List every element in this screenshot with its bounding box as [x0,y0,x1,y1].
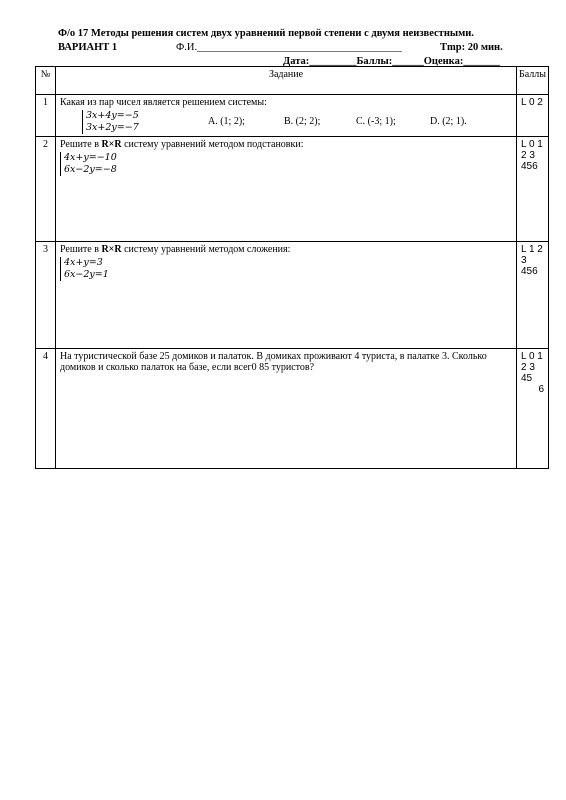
equation-system [60,257,154,281]
table-row [36,137,549,242]
answer-options [208,116,467,127]
score-cell: L 0 1 2 3 45 6 [517,349,549,469]
header-score: Баллы [517,67,549,95]
equation: 6x−2y=1 [64,269,109,280]
header-num: № [36,67,56,95]
equation: 6x−2y=−8 [64,164,117,175]
variant-label: ВАРИАНТ 1 [58,42,118,53]
document-title: Ф/о 17 Методы решения систем двух уравнений первой степени с двумя неизвестными. [58,28,474,39]
equation: 4x+y=3 [64,257,103,268]
answer-option[interactable]: A. (1; 2); [208,115,245,127]
task-number: 1 [36,95,56,137]
answer-option[interactable]: D. (2; 1). [430,115,467,127]
table-header-row [36,67,549,95]
name-field-line: Ф.И._______________________________________ [176,42,402,53]
table-row [36,242,549,349]
task-text: Решите в R×R систему уравнений методом подстановки: [60,139,304,150]
task-number: 2 [36,137,56,242]
task-cell [56,242,517,349]
task-number: 4 [36,349,56,469]
equation: 3x+4y=−5 [86,110,139,121]
score-cell: L 0 2 [517,95,549,137]
equation-system [60,152,154,176]
task-text: На туристической базе 25 домиков и палаток. В домиках проживают 4 туриста, в палатке 3. Сколько домиков и сколько палаток на базе, если всег0 85 туристов? [60,351,487,373]
score-cell: L 1 2 3 456 [517,242,549,349]
task-table [35,66,549,469]
task-cell [56,349,517,469]
task-cell [56,95,517,137]
header-task: Задание [56,67,517,95]
equation-system [82,110,186,134]
task-cell [56,137,517,242]
date-score-grade-line: Дата:_________Баллы:______Оценка:_______ [283,56,501,67]
answer-option[interactable]: C. (-3; 1); [356,115,396,127]
equation: 4x+y=−10 [64,152,117,163]
table-row [36,95,549,137]
table-row [36,349,549,469]
task-number: 3 [36,242,56,349]
equation: 3x+2y=−7 [86,122,139,133]
score-cell: L 0 1 2 3 456 [517,137,549,242]
task-text: Какая из пар чисел является решением системы: [60,97,267,108]
answer-option[interactable]: B. (2; 2); [284,115,321,127]
time-limit: Tmp: 20 мин. [440,42,503,53]
task-text: Решите в R×R систему уравнений методом сложения: [60,244,291,255]
